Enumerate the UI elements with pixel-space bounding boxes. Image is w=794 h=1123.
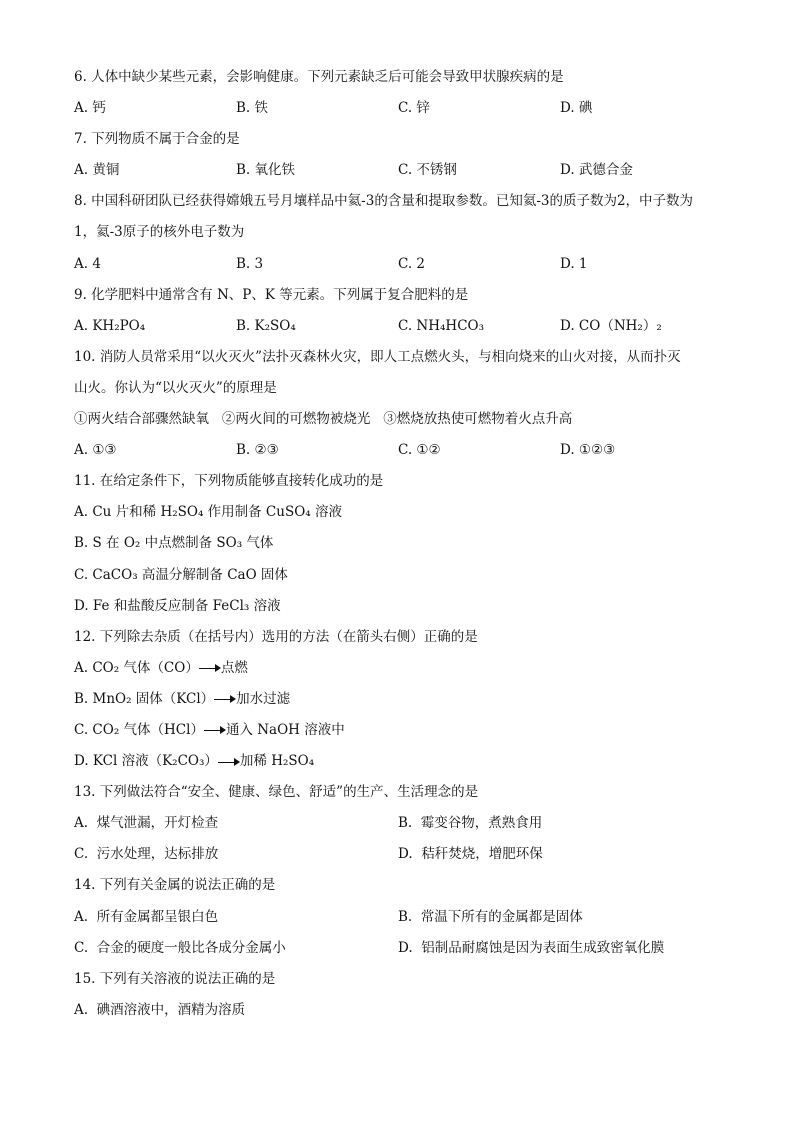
option-b[interactable]: B. 霉变谷物，煮熟食用 (398, 815, 543, 832)
option-c[interactable]: C. 合金的硬度一般比各成分金属小 (74, 939, 286, 956)
option-c[interactable]: C. NH₄HCO₃ (398, 317, 485, 334)
option-d-substance: D. KCl 溶液（K₂CO₃） (74, 753, 218, 770)
option-c[interactable] (74, 715, 734, 746)
arrow-icon (214, 694, 236, 704)
option-b[interactable] (74, 684, 734, 715)
option-a[interactable]: A. 所有金属都呈银白色 (74, 908, 219, 925)
option-b[interactable]: B. 常温下所有的金属都是固体 (398, 908, 583, 925)
arrow-icon (199, 663, 221, 673)
option-c[interactable]: C. 不锈钢 (398, 162, 457, 179)
option-d[interactable] (74, 746, 734, 777)
option-c[interactable]: C. CaCO₃ 高温分解制备 CaO 固体 (74, 566, 288, 583)
option-b[interactable]: B. 3 (236, 255, 264, 272)
option-a[interactable] (74, 653, 734, 684)
question-10-options (74, 435, 734, 466)
option-d[interactable]: D. ①②③ (560, 442, 616, 459)
question-10-stem-line2: 山火。你认为“以火灭火”的原理是 (74, 379, 277, 396)
option-a[interactable]: A. 煤气泄漏，开灯检查 (74, 815, 219, 832)
exam-page (74, 62, 734, 1026)
question-9-options (74, 311, 734, 342)
option-a[interactable]: A. 黄铜 (74, 162, 120, 179)
option-a[interactable]: A. 4 (74, 255, 101, 272)
option-d[interactable]: D. Fe 和盐酸反应制备 FeCl₃ 溶液 (74, 597, 281, 614)
option-d[interactable]: D. 1 (560, 255, 588, 272)
option-c-substance: C. CO₂ 气体（HCl） (74, 721, 204, 738)
option-b[interactable]: B. S 在 O₂ 中点燃制备 SO₃ 气体 (74, 535, 274, 552)
option-b[interactable]: B. 氧化铁 (236, 162, 296, 179)
question-10-stem-line1: 10. 消防人员常采用“以火灭火”法扑灭森林火灾，即人工点燃火头，与相向烧来的山火对接，从而扑灭 (74, 348, 681, 365)
option-c[interactable]: C. 锌 (398, 100, 430, 117)
question-8-stem-line1: 8. 中国科研团队已经获得嫦娥五号月壤样品中氦-3的含量和提取参数。已知氦-3的质子数为2，中子数为 (74, 193, 694, 210)
option-d[interactable]: D. 武德合金 (560, 162, 633, 179)
question-13-stem: 13. 下列做法符合“安全、健康、绿色、舒适”的生产、生活理念的是 (74, 784, 479, 801)
arrow-icon (204, 725, 226, 735)
option-a-method: 点燃 (220, 659, 248, 676)
option-b-substance: B. MnO₂ 固体（KCl） (74, 690, 215, 707)
option-c-method: 通入 NaOH 溶液中 (225, 721, 345, 738)
option-b[interactable]: B. ②③ (236, 442, 279, 459)
question-14-options-row2 (74, 933, 734, 964)
question-8-stem-line2: 1，氦-3原子的核外电子数为 (74, 224, 245, 241)
option-a[interactable]: A. ①③ (74, 442, 117, 459)
arrow-icon (218, 757, 240, 767)
option-a[interactable]: A. KH₂PO₄ (74, 317, 146, 334)
option-a[interactable]: A. 钙 (74, 100, 106, 117)
question-11-stem: 11. 在给定条件下，下列物质能够直接转化成功的是 (74, 473, 384, 490)
question-6-options (74, 93, 734, 124)
option-d[interactable]: D. 铝制品耐腐蚀是因为表面生成致密氧化膜 (398, 939, 665, 956)
option-d[interactable]: D. 秸秆焚烧，增肥环保 (398, 846, 543, 863)
question-6-stem: 6. 人体中缺少某些元素，会影响健康。下列元素缺乏后可能会导致甲状腺疾病的是 (74, 69, 564, 85)
question-10-statements: ①两火结合部骤然缺氧 ②两火间的可燃物被烧光 ③燃烧放热使可燃物着火点升高 (74, 411, 573, 428)
option-c[interactable]: C. ①② (398, 442, 441, 459)
option-a[interactable]: A. Cu 片和稀 H₂SO₄ 作用制备 CuSO₄ 溶液 (74, 504, 342, 521)
option-b-method: 加水过滤 (236, 690, 291, 707)
option-c[interactable]: C. 2 (398, 255, 426, 272)
option-c[interactable]: C. 污水处理，达标排放 (74, 846, 219, 863)
option-a-substance: A. CO₂ 气体（CO） (74, 659, 199, 676)
question-14-options-row1 (74, 902, 734, 933)
option-d[interactable]: D. 碘 (560, 100, 593, 117)
option-a[interactable]: A. 碘酒溶液中，酒精为溶质 (74, 1001, 246, 1018)
question-9-stem: 9. 化学肥料中通常含有 N、P、K 等元素。下列属于复合肥料的是 (74, 286, 469, 303)
option-b[interactable]: B. K₂SO₄ (236, 317, 296, 334)
question-7-options (74, 155, 734, 186)
option-d-method: 加稀 H₂SO₄ (239, 753, 315, 770)
question-13-options-row1 (74, 808, 734, 839)
question-13-options-row2 (74, 839, 734, 870)
question-7-stem: 7. 下列物质不属于合金的是 (74, 131, 240, 148)
question-12-stem: 12. 下列除去杂质（在括号内）选用的方法（在箭头右侧）正确的是 (74, 628, 478, 645)
option-d[interactable]: D. CO（NH₂）₂ (560, 317, 662, 334)
question-15-stem: 15. 下列有关溶液的说法正确的是 (74, 970, 276, 987)
option-b[interactable]: B. 铁 (236, 100, 269, 117)
question-14-stem: 14. 下列有关金属的说法正确的是 (74, 877, 276, 894)
question-8-options (74, 249, 734, 280)
